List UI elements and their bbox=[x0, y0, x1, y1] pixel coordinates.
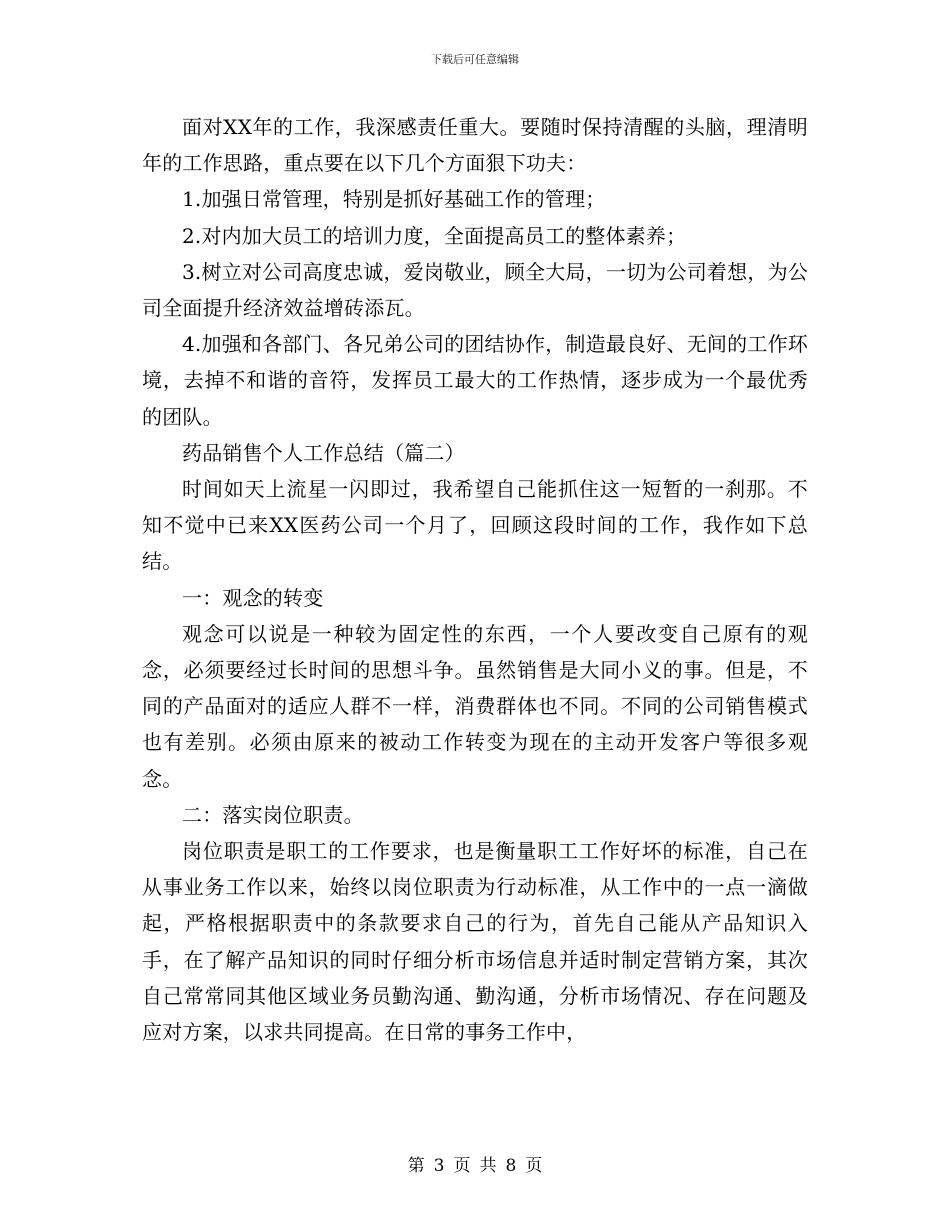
footer-suffix: 页 bbox=[525, 1156, 543, 1176]
footer-current-page: 3 bbox=[433, 1156, 445, 1176]
footer-total-pages: 8 bbox=[505, 1156, 517, 1176]
paragraph-concept: 观念可以说是一种较为固定性的东西，一个人要改变自己原有的观念，必须要经过长时间的思想斗争。虽然销售是大同小义的事。但是，不同的产品面对的适应人群不一样，消费群体也不同。不同的公司销售模式也有差别。必须由原来的被动工作转变为现在的主动开发客户等很多观念。 bbox=[142, 621, 808, 791]
list-item-2: 2.对内加大员工的培训力度，全面提高员工的整体素养； bbox=[182, 223, 687, 248]
paragraph-summary-intro: 时间如天上流星一闪即过，我希望自己能抓住这一短暂的一刹那。不知不觉中已来XX医药公司一个月了，回顾这段时间的工作，我作如下总结。 bbox=[142, 477, 808, 574]
list-item-4: 4.加强和各部门、各兄弟公司的团结协作，制造最良好、无间的工作环境，去掉不和谐的音符，发挥员工最大的工作热情，逐步成为一个最优秀的团队。 bbox=[142, 332, 808, 429]
document-body bbox=[142, 109, 808, 1050]
footer-page-word: 页 bbox=[453, 1156, 471, 1176]
page-header bbox=[0, 53, 950, 67]
footer-total-word: 共 bbox=[479, 1156, 497, 1176]
subheading-1: 一：观念的转变 bbox=[182, 585, 324, 610]
list-item-1: 1.加强日常管理，特别是抓好基础工作的管理； bbox=[182, 187, 606, 212]
header-text: 下载后可任意编辑 bbox=[431, 53, 519, 66]
subheading-2: 二：落实岗位职责。 bbox=[182, 802, 364, 827]
page-footer bbox=[0, 1156, 950, 1176]
paragraph-intro: 面对XX年的工作，我深感责任重大。要随时保持清醒的头脑，理清明年的工作思路，重点要在以下几个方面狠下功夫： bbox=[142, 115, 808, 176]
paragraph-duties: 岗位职责是职工的工作要求，也是衡量职工工作好坏的标准，自己在从事业务工作以来，始终以岗位职责为行动标准，从工作中的一点一滴做起，严格根据职责中的条款要求自己的行为，首先自己能从产品知识入手，在了解产品知识的同时仔细分析市场信息并适时制定营销方案，其次自己常常同其他区域业务员勤沟通、勤沟通，分析市场情况、存在问题及应对方案，以求共同提高。在日常的事务工作中， bbox=[142, 839, 808, 1045]
list-item-3: 3.树立对公司高度忠诚，爱岗敬业，顾全大局，一切为公司着想，为公司全面提升经济效益增砖添瓦。 bbox=[142, 259, 808, 321]
section-title: 药品销售个人工作总结（篇二） bbox=[182, 440, 465, 465]
footer-prefix: 第 bbox=[407, 1156, 425, 1176]
